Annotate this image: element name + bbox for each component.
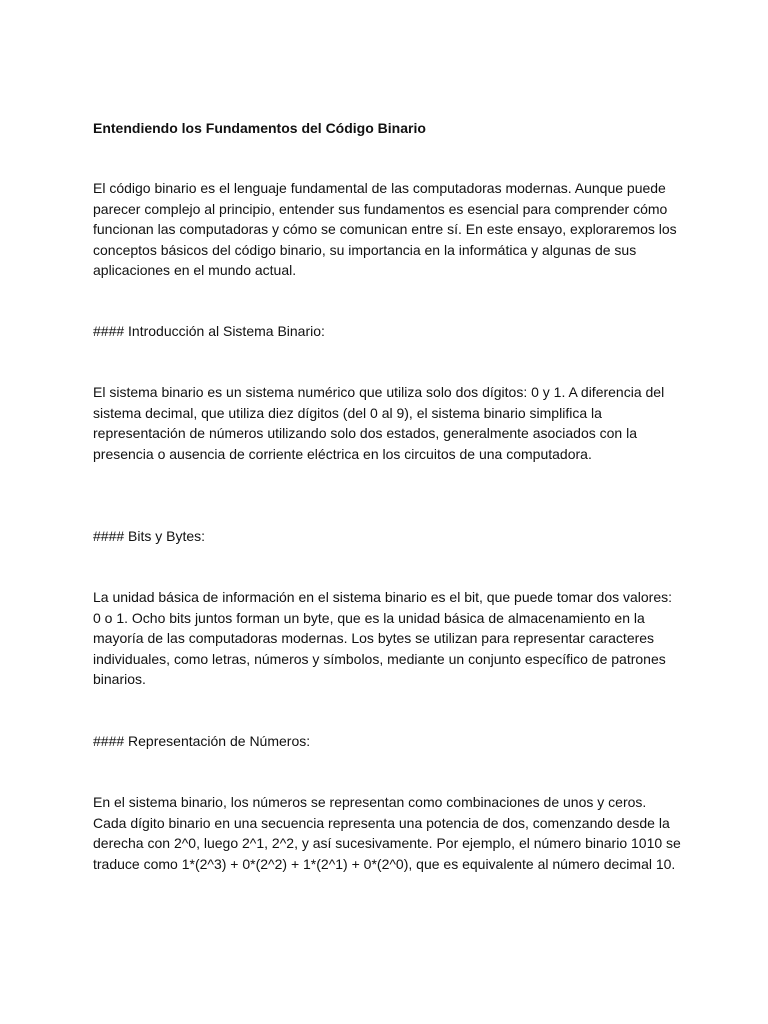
paragraph-number-representation: En el sistema binario, los números se representan como combinaciones de unos y ceros. Cada dígito binario en una secuencia representa una potencia de dos, comenzando desde la derecha con 2^0, luego 2^1, 2^2, y así sucesivamente. Por ejemplo, el número binario 1010 se traduce como 1*(2^3) + 0*(2^2) + 1*(2^1) + 0*(2^0), que es equivalente al número decimal 10. <box>93 794 681 872</box>
paragraph-bits-bytes: La unidad básica de información en el sistema binario es el bit, que puede tomar dos valores: 0 o 1. Ocho bits juntos forman un byte, que es la unidad básica de almacenamiento en la mayoría de las computadoras modernas. Los bytes se utilizan para representar caracteres individuales, como letras, números y símbolos, mediante un conjunto específico de patrones binarios. <box>93 589 673 688</box>
heading-number-representation: #### Representación de Números: <box>93 733 311 749</box>
heading-bits-bytes: #### Bits y Bytes: <box>93 528 206 544</box>
paragraph-intro: El código binario es el lenguaje fundamental de las computadoras modernas. Aunque puede parecer complejo al principio, entender sus fundamentos es esencial para comprender cómo funcionan las computadoras y cómo se comunican entre sí. En este ensayo, exploraremos los conceptos básicos del código binario, su importancia en la informática y algunas de sus aplicaciones en el mundo actual. <box>93 180 677 279</box>
paragraph-binary-system: El sistema binario es un sistema numérico que utiliza solo dos dígitos: 0 y 1. A diferencia del sistema decimal, que utiliza diez dígitos (del 0 al 9), el sistema binario simplifica la representación de números utilizando solo dos estados, generalmente asociados con la presencia o ausencia de corriente eléctrica en los circuitos de una computadora. <box>93 384 665 462</box>
document-title: Entendiendo los Fundamentos del Código Binario <box>93 120 426 136</box>
heading-binary-system: #### Introducción al Sistema Binario: <box>93 323 325 339</box>
